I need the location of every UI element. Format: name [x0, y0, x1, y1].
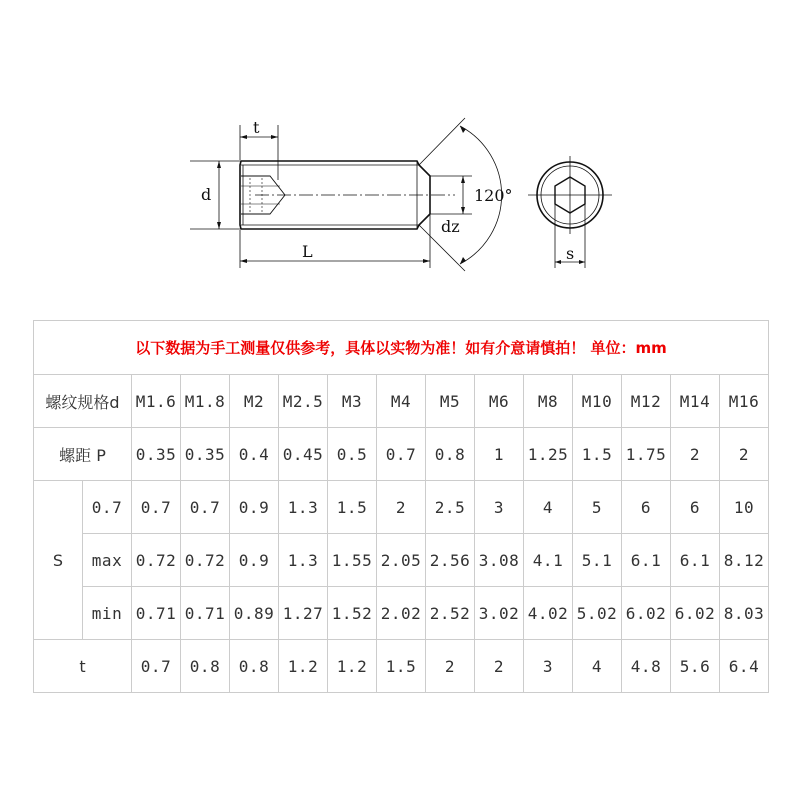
- spec-cell: M3: [328, 375, 377, 428]
- s-nominal-cell: 1.3: [279, 481, 328, 534]
- row-s-nominal: [34, 481, 769, 534]
- s-max-cell: 2.05: [377, 534, 426, 587]
- spec-cell: M2.5: [279, 375, 328, 428]
- t-cell: 2: [475, 640, 524, 693]
- row-pitch: [34, 428, 769, 481]
- spec-cell: M5: [426, 375, 475, 428]
- s-min-label: min: [83, 587, 132, 640]
- table-title: 以下数据为手工测量仅供参考，具体以实物为准！如有介意请慎拍！ 单位：mm: [34, 321, 769, 375]
- s-min-cell: 4.02: [524, 587, 573, 640]
- spec-table: [33, 320, 769, 693]
- t-cell: 2: [426, 640, 475, 693]
- s-max-cell: 0.72: [181, 534, 230, 587]
- s-nominal-label: 0.7: [83, 481, 132, 534]
- s-min-cell: 0.71: [181, 587, 230, 640]
- label-L: L: [302, 242, 313, 261]
- t-cell: 4: [573, 640, 622, 693]
- s-label: S: [34, 481, 83, 640]
- row-s-min: [34, 587, 769, 640]
- s-nominal-cell: 0.7: [132, 481, 181, 534]
- pitch-cell: 0.7: [377, 428, 426, 481]
- s-min-cell: 5.02: [573, 587, 622, 640]
- t-cell: 6.4: [720, 640, 769, 693]
- spec-cell: M8: [524, 375, 573, 428]
- label-s: s: [566, 244, 575, 263]
- spec-label: 螺纹规格d: [34, 375, 132, 428]
- row-t: [34, 640, 769, 693]
- pitch-cell: 2: [671, 428, 720, 481]
- pitch-cell: 1.75: [622, 428, 671, 481]
- s-min-cell: 0.89: [230, 587, 279, 640]
- s-max-cell: 1.55: [328, 534, 377, 587]
- pitch-cell: 0.4: [230, 428, 279, 481]
- pitch-cell: 0.35: [181, 428, 230, 481]
- t-cell: 0.7: [132, 640, 181, 693]
- s-max-cell: 2.56: [426, 534, 475, 587]
- s-nominal-cell: 2.5: [426, 481, 475, 534]
- set-screw-drawing: [0, 0, 800, 300]
- s-min-cell: 1.27: [279, 587, 328, 640]
- s-max-cell: 5.1: [573, 534, 622, 587]
- spec-cell: M1.6: [132, 375, 181, 428]
- t-cell: 1.2: [328, 640, 377, 693]
- label-dz: dz: [441, 217, 460, 236]
- s-min-cell: 6.02: [671, 587, 720, 640]
- t-cell: 0.8: [230, 640, 279, 693]
- s-min-cell: 3.02: [475, 587, 524, 640]
- t-cell: 1.2: [279, 640, 328, 693]
- s-min-cell: 2.52: [426, 587, 475, 640]
- spec-cell: M6: [475, 375, 524, 428]
- t-cell: 3: [524, 640, 573, 693]
- pitch-cell: 1.25: [524, 428, 573, 481]
- t-cell: 1.5: [377, 640, 426, 693]
- spec-cell: M1.8: [181, 375, 230, 428]
- s-nominal-cell: 2: [377, 481, 426, 534]
- s-max-cell: 6.1: [671, 534, 720, 587]
- s-nominal-cell: 0.9: [230, 481, 279, 534]
- s-nominal-cell: 4: [524, 481, 573, 534]
- s-max-cell: 4.1: [524, 534, 573, 587]
- pitch-cell: 1: [475, 428, 524, 481]
- s-nominal-cell: 6: [622, 481, 671, 534]
- s-min-cell: 0.71: [132, 587, 181, 640]
- s-min-cell: 1.52: [328, 587, 377, 640]
- pitch-cell: 1.5: [573, 428, 622, 481]
- s-max-label: max: [83, 534, 132, 587]
- s-nominal-cell: 5: [573, 481, 622, 534]
- pitch-label: 螺距 P: [34, 428, 132, 481]
- s-max-cell: 8.12: [720, 534, 769, 587]
- spec-cell: M2: [230, 375, 279, 428]
- s-nominal-cell: 6: [671, 481, 720, 534]
- s-nominal-cell: 10: [720, 481, 769, 534]
- label-angle: 120°: [474, 186, 513, 205]
- label-d: d: [201, 185, 212, 204]
- t-cell: 4.8: [622, 640, 671, 693]
- t-cell: 5.6: [671, 640, 720, 693]
- pitch-cell: 2: [720, 428, 769, 481]
- pitch-cell: 0.5: [328, 428, 377, 481]
- spec-cell: M16: [720, 375, 769, 428]
- row-s-max: [34, 534, 769, 587]
- spec-cell: M12: [622, 375, 671, 428]
- dimension-L: [240, 215, 430, 268]
- t-cell: 0.8: [181, 640, 230, 693]
- row-spec: [34, 375, 769, 428]
- spec-cell: M14: [671, 375, 720, 428]
- spec-cell: M10: [573, 375, 622, 428]
- s-min-cell: 6.02: [622, 587, 671, 640]
- spec-cell: M4: [377, 375, 426, 428]
- screw-side-view: [240, 161, 455, 229]
- s-max-cell: 6.1: [622, 534, 671, 587]
- s-max-cell: 0.72: [132, 534, 181, 587]
- pitch-cell: 0.35: [132, 428, 181, 481]
- t-label: t: [34, 640, 132, 693]
- pitch-cell: 0.45: [279, 428, 328, 481]
- s-max-cell: 1.3: [279, 534, 328, 587]
- s-nominal-cell: 0.7: [181, 481, 230, 534]
- s-min-cell: 8.03: [720, 587, 769, 640]
- s-nominal-cell: 1.5: [328, 481, 377, 534]
- label-t: t: [253, 118, 260, 137]
- pitch-cell: 0.8: [426, 428, 475, 481]
- s-nominal-cell: 3: [475, 481, 524, 534]
- s-min-cell: 2.02: [377, 587, 426, 640]
- s-max-cell: 3.08: [475, 534, 524, 587]
- dimension-d: [190, 161, 240, 229]
- s-max-cell: 0.9: [230, 534, 279, 587]
